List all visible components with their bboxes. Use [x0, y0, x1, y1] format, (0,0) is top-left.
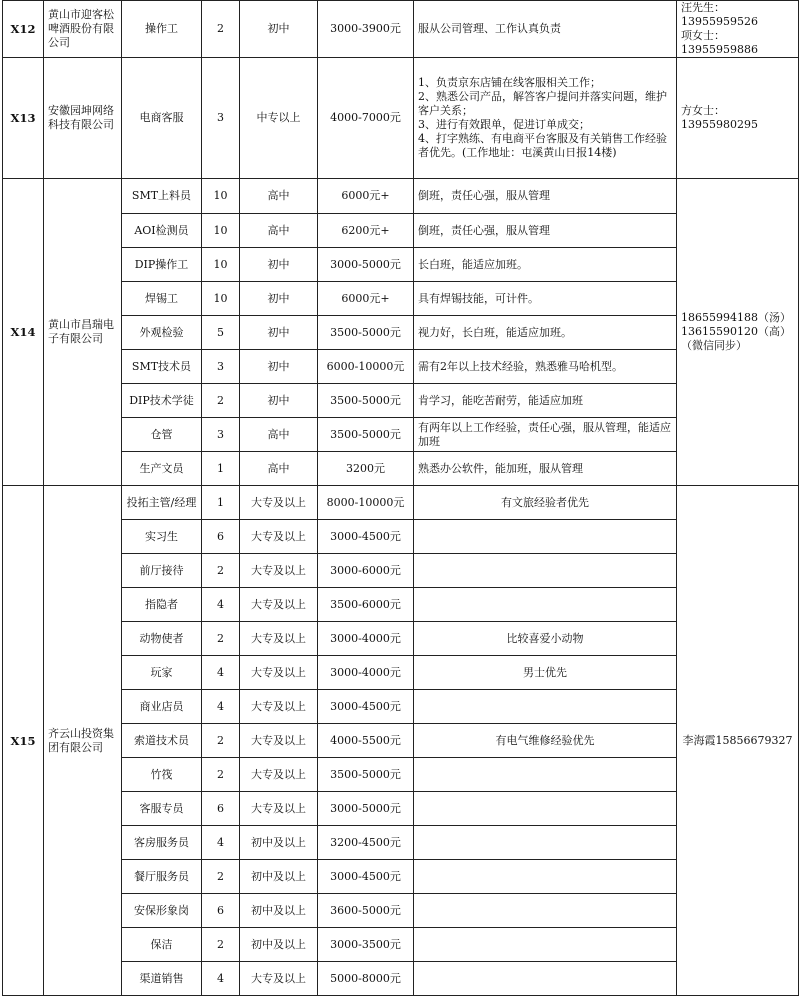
job-salary: 3000-4000元	[318, 622, 414, 656]
job-salary: 6000-10000元	[318, 350, 414, 384]
contact-line: （微信同步）	[681, 339, 747, 352]
job-count: 10	[202, 248, 240, 282]
group-code: X13	[3, 58, 44, 179]
group-code: X15	[3, 486, 44, 996]
job-education: 初中及以上	[240, 860, 318, 894]
contact-line: 汪先生：13955959526	[681, 1, 758, 28]
job-count: 3	[202, 418, 240, 452]
contact-info	[677, 58, 799, 179]
job-count: 1	[202, 486, 240, 520]
job-count: 3	[202, 350, 240, 384]
job-education: 高中	[240, 214, 318, 248]
job-education: 大专及以上	[240, 656, 318, 690]
job-count: 4	[202, 656, 240, 690]
job-education: 初中及以上	[240, 894, 318, 928]
job-salary: 3500-5000元	[318, 758, 414, 792]
job-education: 大专及以上	[240, 486, 318, 520]
contact-line: 方女士：13955980295	[681, 104, 758, 131]
job-title: 商业店员	[122, 690, 202, 724]
job-title: 渠道销售	[122, 962, 202, 996]
job-salary: 4000-7000元	[318, 58, 414, 179]
job-salary: 3500-5000元	[318, 316, 414, 350]
job-requirements: 熟悉办公软件，能加班，服从管理	[414, 452, 677, 486]
job-salary: 5000-8000元	[318, 962, 414, 996]
job-education: 大专及以上	[240, 520, 318, 554]
job-education: 中专以上	[240, 58, 318, 179]
company-name: 齐云山投资集团有限公司	[44, 486, 122, 996]
job-title: 索道技术员	[122, 724, 202, 758]
job-title: 操作工	[122, 1, 202, 58]
job-requirements	[414, 928, 677, 962]
job-title: 实习生	[122, 520, 202, 554]
contact-line: 项女士：13955959886	[681, 29, 758, 56]
contact-line: 13615590120（高）	[681, 325, 791, 338]
job-title: 电商客服	[122, 58, 202, 179]
job-requirements: 倒班，责任心强，服从管理	[414, 179, 677, 214]
job-requirements	[414, 860, 677, 894]
job-education: 大专及以上	[240, 758, 318, 792]
job-count: 3	[202, 58, 240, 179]
job-title: DIP技术学徒	[122, 384, 202, 418]
job-count: 2	[202, 724, 240, 758]
job-requirements	[414, 826, 677, 860]
job-requirements: 具有焊锡技能，可计件。	[414, 282, 677, 316]
job-education: 初中	[240, 350, 318, 384]
job-count: 10	[202, 282, 240, 316]
job-count: 6	[202, 792, 240, 826]
job-requirements	[414, 690, 677, 724]
job-education: 初中	[240, 384, 318, 418]
job-education: 大专及以上	[240, 690, 318, 724]
job-title: 外观检验	[122, 316, 202, 350]
job-count: 2	[202, 758, 240, 792]
job-count: 4	[202, 962, 240, 996]
job-title: AOI检测员	[122, 214, 202, 248]
job-salary: 3000-4500元	[318, 520, 414, 554]
requirement-line: 4、打字熟练、有电商平台客服及有关销售工作经验者优先。(工作地址：屯溪黄山日报14楼)	[418, 132, 667, 159]
job-salary: 3600-5000元	[318, 894, 414, 928]
job-requirements: 服从公司管理、工作认真负责	[414, 1, 677, 58]
job-title: SMT上料员	[122, 179, 202, 214]
job-requirements	[414, 588, 677, 622]
contact-line: 18655994188（汤）	[681, 311, 791, 324]
company-name: 安徽园坤网络科技有限公司	[44, 58, 122, 179]
job-requirements: 肯学习，能吃苦耐劳，能适应加班	[414, 384, 677, 418]
job-salary: 8000-10000元	[318, 486, 414, 520]
table-row	[3, 486, 799, 520]
company-name: 黄山市昌瑞电子有限公司	[44, 179, 122, 486]
job-salary: 3500-5000元	[318, 418, 414, 452]
job-count: 10	[202, 214, 240, 248]
job-salary: 3500-5000元	[318, 384, 414, 418]
job-requirements	[414, 758, 677, 792]
requirement-line: 3、进行有效跟单，促进订单成交；	[418, 118, 590, 131]
job-requirements	[414, 520, 677, 554]
job-title: 前厅接待	[122, 554, 202, 588]
contact-info	[677, 179, 799, 486]
job-title: 指隐者	[122, 588, 202, 622]
job-requirements: 需有2年以上技术经验，熟悉雅马哈机型。	[414, 350, 677, 384]
job-education: 初中	[240, 1, 318, 58]
job-title: 玩家	[122, 656, 202, 690]
job-salary: 3000-4500元	[318, 860, 414, 894]
company-name: 黄山市迎客松啤酒股份有限公司	[44, 1, 122, 58]
job-requirements	[414, 894, 677, 928]
job-title: 竹筏	[122, 758, 202, 792]
job-count: 4	[202, 690, 240, 724]
contact-line: 李海霞15856679327	[682, 733, 793, 747]
job-education: 高中	[240, 418, 318, 452]
job-listing-table	[2, 0, 799, 996]
job-education: 大专及以上	[240, 792, 318, 826]
table-row	[3, 58, 799, 179]
job-requirements: 比较喜爱小动物	[414, 622, 677, 656]
job-education: 大专及以上	[240, 622, 318, 656]
job-salary: 3000-5000元	[318, 248, 414, 282]
contact-info	[677, 1, 799, 58]
job-count: 2	[202, 554, 240, 588]
job-education: 大专及以上	[240, 554, 318, 588]
job-requirements: 视力好，长白班，能适应加班。	[414, 316, 677, 350]
job-salary: 3000-5000元	[318, 792, 414, 826]
group-code: X14	[3, 179, 44, 486]
job-title: 动物使者	[122, 622, 202, 656]
job-education: 大专及以上	[240, 588, 318, 622]
job-education: 大专及以上	[240, 962, 318, 996]
job-title: DIP操作工	[122, 248, 202, 282]
job-title: 仓管	[122, 418, 202, 452]
job-count: 5	[202, 316, 240, 350]
job-requirements	[414, 792, 677, 826]
job-count: 10	[202, 179, 240, 214]
job-requirements	[414, 554, 677, 588]
job-salary: 6000元+	[318, 179, 414, 214]
job-education: 高中	[240, 452, 318, 486]
job-count: 1	[202, 452, 240, 486]
job-requirements	[414, 962, 677, 996]
job-education: 初中及以上	[240, 928, 318, 962]
job-education: 初中及以上	[240, 826, 318, 860]
job-salary: 3000-3900元	[318, 1, 414, 58]
job-education: 初中	[240, 282, 318, 316]
group-code: X12	[3, 1, 44, 58]
job-count: 2	[202, 622, 240, 656]
table-row	[3, 1, 799, 58]
job-requirements: 男士优先	[414, 656, 677, 690]
job-salary: 3200-4500元	[318, 826, 414, 860]
job-salary: 3000-6000元	[318, 554, 414, 588]
requirement-line: 1、负责京东店铺在线客服相关工作；	[418, 76, 601, 89]
job-count: 6	[202, 520, 240, 554]
job-education: 初中	[240, 248, 318, 282]
job-count: 6	[202, 894, 240, 928]
job-salary: 3500-6000元	[318, 588, 414, 622]
job-requirements: 有文旅经验者优先	[414, 486, 677, 520]
job-education: 初中	[240, 316, 318, 350]
job-title: 保洁	[122, 928, 202, 962]
table-row	[3, 179, 799, 214]
job-count: 4	[202, 588, 240, 622]
job-count: 4	[202, 826, 240, 860]
job-title: 生产文员	[122, 452, 202, 486]
job-requirements: 有两年以上工作经验，责任心强，服从管理，能适应加班	[414, 418, 677, 452]
job-requirements: 有电气维修经验优先	[414, 724, 677, 758]
job-salary: 6000元+	[318, 282, 414, 316]
job-title: 焊锡工	[122, 282, 202, 316]
job-salary: 3000-4000元	[318, 656, 414, 690]
job-count: 2	[202, 384, 240, 418]
job-salary: 6200元+	[318, 214, 414, 248]
job-education: 高中	[240, 179, 318, 214]
job-requirements: 长白班，能适应加班。	[414, 248, 677, 282]
job-title: 餐厅服务员	[122, 860, 202, 894]
job-title: 投拓主管/经理	[122, 486, 202, 520]
job-title: SMT技术员	[122, 350, 202, 384]
job-title: 安保形象岗	[122, 894, 202, 928]
job-salary: 3200元	[318, 452, 414, 486]
job-salary: 3000-3500元	[318, 928, 414, 962]
job-title: 客房服务员	[122, 826, 202, 860]
requirement-line: 2、熟悉公司产品，解答客户提问并落实问题，维护客户关系；	[418, 90, 667, 117]
job-count: 2	[202, 928, 240, 962]
job-title: 客服专员	[122, 792, 202, 826]
job-salary: 4000-5500元	[318, 724, 414, 758]
job-education: 大专及以上	[240, 724, 318, 758]
job-count: 2	[202, 860, 240, 894]
job-requirements	[414, 58, 677, 179]
job-count: 2	[202, 1, 240, 58]
job-salary: 3000-4500元	[318, 690, 414, 724]
job-requirements: 倒班，责任心强，服从管理	[414, 214, 677, 248]
contact-info	[677, 486, 799, 996]
